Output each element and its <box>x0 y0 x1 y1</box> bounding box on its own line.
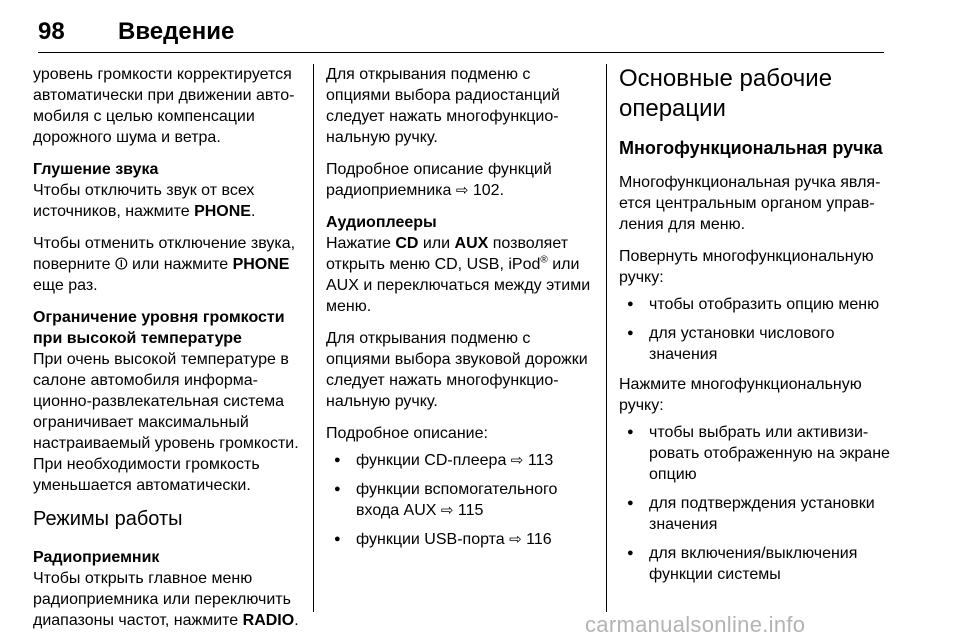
track-paragraph: Для открывания подменю с опциями выбора звуковой дорожки следует нажать многофункциональную ручку. <box>326 330 588 410</box>
list-item: ● для подтверждения установки значения <box>619 493 891 535</box>
radio-ref-text: Подробное описание функций радиоприемника <box>326 161 552 199</box>
phone-key-label: PHONE <box>194 203 251 220</box>
list-item <box>326 450 596 471</box>
list-item <box>326 529 596 550</box>
turn-list <box>619 294 891 365</box>
page-header <box>38 6 884 53</box>
column-divider <box>606 64 607 612</box>
page-ref[interactable]: 113 <box>527 452 554 469</box>
radio-text: Чтобы открыть главное меню радиоприемника или переключить диапазоны частот, нажмите <box>33 570 291 629</box>
list-item: ● чтобы выбрать или активизировать отображенную на экране опцию <box>619 422 891 485</box>
mute-paragraph-2 <box>33 233 303 296</box>
press-intro: Нажмите многофункциональную ручку: <box>619 376 862 414</box>
registered-mark: ® <box>540 254 548 266</box>
list-item-text: функции вспомогательного входа AUX <box>356 481 558 519</box>
page-ref-arrow-icon: ⇨ <box>455 182 469 199</box>
turn-intro: Повернуть многофункциональную ручку: <box>619 248 874 286</box>
list-item: ● для включения/выключения функции системы <box>619 543 891 585</box>
radio-key-label: RADIO <box>242 612 295 629</box>
column-middle <box>326 64 596 559</box>
list-item <box>326 479 596 521</box>
list-item-text: функции USB-порта <box>356 531 510 548</box>
unmute-text-end: еще раз. <box>33 277 98 294</box>
knob-heading: Многофункциональная ручка <box>619 138 883 158</box>
page-ref[interactable]: 116 <box>526 531 552 548</box>
page-title: Введение <box>118 18 235 45</box>
list-item: ● для установки числового значения <box>619 323 891 365</box>
knob-paragraph: Многофункциональная ручка является центральным органом управления для меню. <box>619 174 881 233</box>
page-ref[interactable]: 115 <box>457 502 484 519</box>
section-title: Основные рабочие операции <box>619 65 833 122</box>
radio-paragraph <box>33 568 303 631</box>
players-text: Нажатие <box>326 235 396 252</box>
list-item: ● чтобы отобразить опцию меню <box>619 294 891 315</box>
watermark: carmanualsonline.info <box>585 612 806 637</box>
players-text-3: или AUX и переключаться между этими меню. <box>326 256 591 315</box>
mute-paragraph-1 <box>33 180 303 222</box>
mute-heading: Глушение звука <box>33 161 159 178</box>
page-ref-arrow-icon: ⇨ <box>510 452 524 469</box>
players-paragraph <box>326 233 596 317</box>
phone-key-label: PHONE <box>232 256 290 273</box>
cd-key-label: CD <box>395 235 419 252</box>
players-text-2: позволяет открыть меню CD, USB, iPod <box>326 235 569 273</box>
column-divider <box>313 64 314 612</box>
intro-paragraph: уровень громкости корректируется автоматически при движении автомобиля с целью компенсации дорожного шума и ветра. <box>33 66 295 146</box>
submenu-paragraph: Для открывания подменю с опциями выбора радиостанций следует нажать многофункциональную ручку. <box>326 66 560 146</box>
press-list <box>619 422 891 585</box>
column-left <box>33 64 303 642</box>
players-or: или <box>418 235 455 252</box>
detail-intro: Подробное описание: <box>326 425 488 442</box>
page-ref-arrow-icon: ⇨ <box>440 502 454 519</box>
mute-text-end: . <box>250 203 256 220</box>
power-knob-icon: ⏼ <box>114 256 128 273</box>
detail-list <box>326 450 596 550</box>
modes-heading: Режимы работы <box>33 508 183 530</box>
limit-heading: Ограничение уровня громкости при высокой температуре <box>33 309 285 347</box>
radio-ref-paragraph <box>326 159 596 201</box>
mute-text: Чтобы отключить звук от всех источников, нажмите <box>33 182 255 220</box>
radio-ref-page[interactable]: 102. <box>472 182 505 199</box>
list-item-text: функции CD-плеера <box>356 452 511 469</box>
players-heading: Аудиоплееры <box>326 214 437 231</box>
unmute-text-or: или нажмите <box>127 256 233 273</box>
radio-heading: Радиоприемник <box>33 549 160 566</box>
column-right <box>619 64 891 594</box>
page-ref-arrow-icon: ⇨ <box>509 531 522 548</box>
unmute-text: Чтобы отменить отключение звука, поверните <box>33 235 296 273</box>
radio-text-end: . <box>294 612 299 629</box>
aux-key-label: AUX <box>454 235 489 252</box>
page-number: 98 <box>38 18 65 45</box>
limit-paragraph: При очень высокой температуре в салоне автомобиля информационно-развлекательная система ограничивает максимальный настраиваемый уровень громкости. При необходимости громкость уменьшается автоматически. <box>33 351 299 494</box>
